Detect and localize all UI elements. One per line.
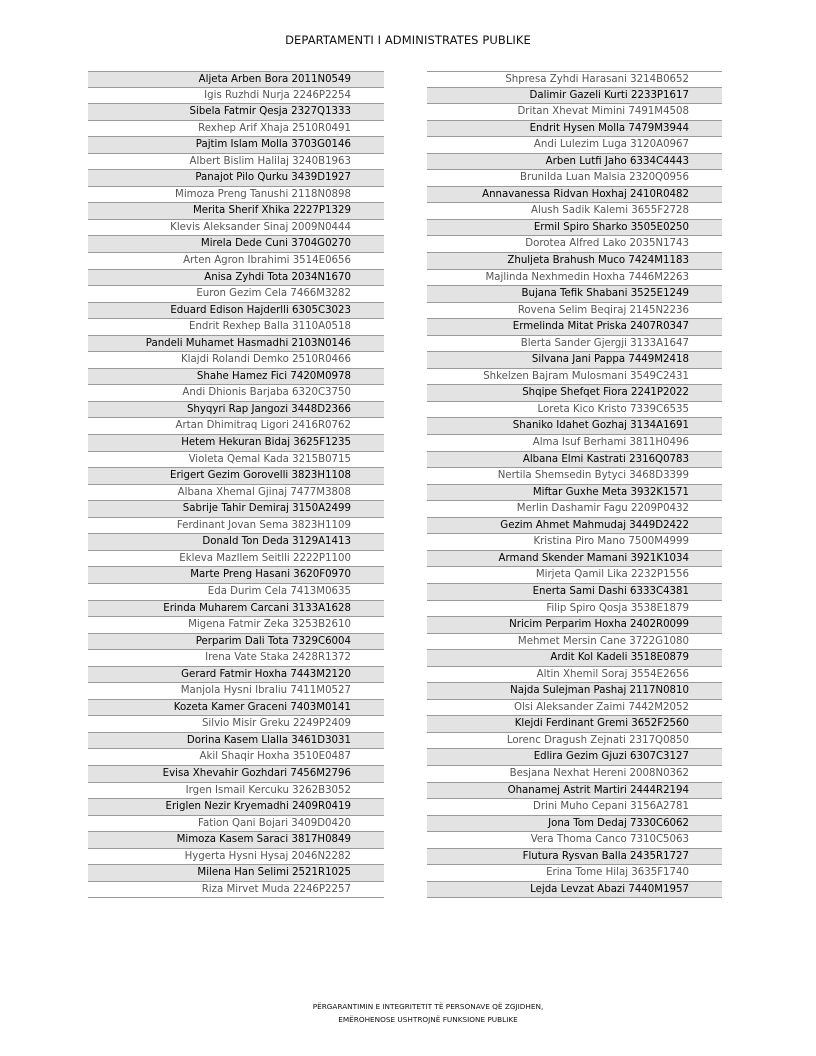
list-item: Erigert Gezim Gorovelli 3823H1108 — [88, 468, 384, 485]
footer-line-2: EMËROHENOSE USHTROJNË FUNKSIONE PUBLIKE — [338, 1015, 518, 1024]
list-item: Sabrije Tahir Demiraj 3150A2499 — [88, 501, 384, 518]
list-item: Shkelzen Bajram Mulosmani 3549C2431 — [427, 369, 722, 386]
list-item: Panajot Pilo Qurku 3439D1927 — [88, 170, 384, 187]
list-item: Manjola Hysni Ibraliu 7411M0527 — [88, 683, 384, 700]
list-item: Mirjeta Qamil Lika 2232P1556 — [427, 567, 722, 584]
list-item: Brunilda Luan Malsia 2320Q0956 — [427, 170, 722, 187]
list-item: Dritan Xhevat Mimini 7491M4508 — [427, 104, 722, 121]
list-item: Erina Tome Hilaj 3635F1740 — [427, 865, 722, 882]
list-item: Ferdinant Jovan Sema 3823H1109 — [88, 518, 384, 535]
list-item: Besjana Nexhat Hereni 2008N0362 — [427, 766, 722, 783]
list-item: Mimoza Kasem Saraci 3817H0849 — [88, 832, 384, 849]
list-item: Rexhep Arif Xhaja 2510R0491 — [88, 121, 384, 138]
list-item: Flutura Rysvan Balla 2435R1727 — [427, 849, 722, 866]
list-item: Altin Xhemil Soraj 3554E2656 — [427, 667, 722, 684]
list-item: Kristina Piro Mano 7500M4999 — [427, 534, 722, 551]
list-item: Albana Xhemal Gjinaj 7477M3808 — [88, 485, 384, 502]
list-item: Migena Fatmir Zeka 3253B2610 — [88, 617, 384, 634]
list-item: Euron Gezim Cela 7466M3282 — [88, 286, 384, 303]
list-item: Andi Lulezim Luga 3120A0967 — [427, 137, 722, 154]
list-item: Drini Muho Cepani 3156A2781 — [427, 799, 722, 816]
page-title: DEPARTAMENTI I ADMINISTRATES PUBLIKE — [285, 33, 531, 47]
list-item: Ohanamej Astrit Martiri 2444R2194 — [427, 783, 722, 800]
list-item: Zhuljeta Brahush Muco 7424M1183 — [427, 253, 722, 270]
list-item: Marte Preng Hasani 3620F0970 — [88, 567, 384, 584]
list-item: Riza Mirvet Muda 2246P2257 — [88, 882, 384, 899]
list-item: Albana Elmi Kastrati 2316Q0783 — [427, 452, 722, 469]
list-item: Blerta Sander Gjergji 3133A1647 — [427, 336, 722, 353]
list-item: Mirela Dede Cuni 3704G0270 — [88, 236, 384, 253]
list-item: Eriglen Nezir Kryemadhi 2409R0419 — [88, 799, 384, 816]
list-item: Donald Ton Deda 3129A1413 — [88, 534, 384, 551]
list-item: Endrit Hysen Molla 7479M3944 — [427, 121, 722, 138]
list-item: Sibela Fatmir Qesja 2327Q1333 — [88, 104, 384, 121]
list-item: Bujana Tefik Shabani 3525E1249 — [427, 286, 722, 303]
list-item: Shaniko Idahet Gozhaj 3134A1691 — [427, 418, 722, 435]
list-item: Filip Spiro Qosja 3538E1879 — [427, 601, 722, 618]
list-item: Artan Dhimitraq Ligori 2416R0762 — [88, 418, 384, 435]
list-item: Klejdi Ferdinant Gremi 3652F2560 — [427, 716, 722, 733]
list-item: Mimoza Preng Tanushi 2118N0898 — [88, 187, 384, 204]
list-item: Dorina Kasem Llalla 3461D3031 — [88, 733, 384, 750]
list-item: Akil Shaqir Hoxha 3510E0487 — [88, 749, 384, 766]
list-item: Alush Sadik Kalemi 3655F2728 — [427, 203, 722, 220]
list-item: Ermelinda Mitat Priska 2407R0347 — [427, 319, 722, 336]
list-item: Rovena Selim Beqiraj 2145N2236 — [427, 303, 722, 320]
list-item: Gerard Fatmir Hoxha 7443M2120 — [88, 667, 384, 684]
list-item: Nricim Perparim Hoxha 2402R0099 — [427, 617, 722, 634]
list-item: Merita Sherif Xhika 2227P1329 — [88, 203, 384, 220]
list-item: Eda Durim Cela 7413M0635 — [88, 584, 384, 601]
list-item: Pandeli Muhamet Hasmadhi 2103N0146 — [88, 336, 384, 353]
list-item: Hygerta Hysni Hysaj 2046N2282 — [88, 849, 384, 866]
list-item: Loreta Kico Kristo 7339C6535 — [427, 402, 722, 419]
list-item: Ardit Kol Kadeli 3518E0879 — [427, 650, 722, 667]
list-item: Olsi Aleksander Zaimi 7442M2052 — [427, 700, 722, 717]
footer — [0, 1000, 816, 1026]
list-item: Shahe Hamez Fici 7420M0978 — [88, 369, 384, 386]
list-item: Armand Skender Mamani 3921K1034 — [427, 551, 722, 568]
list-item: Kozeta Kamer Graceni 7403M0141 — [88, 700, 384, 717]
list-item: Alma Isuf Berhami 3811H0496 — [427, 435, 722, 452]
list-item: Irena Vate Staka 2428R1372 — [88, 650, 384, 667]
list-item: Klevis Aleksander Sinaj 2009N0444 — [88, 220, 384, 237]
list-item: Arten Agron Ibrahimi 3514E0656 — [88, 253, 384, 270]
list-item: Arben Lutfi Jaho 6334C4443 — [427, 154, 722, 171]
list-item: Jona Tom Dedaj 7330C6062 — [427, 816, 722, 833]
list-item: Albert Bislim Halilaj 3240B1963 — [88, 154, 384, 171]
list-item: Vera Thoma Canco 7310C5063 — [427, 832, 722, 849]
list-item: Klajdi Rolandi Demko 2510R0466 — [88, 352, 384, 369]
list-item: Majlinda Nexhmedin Hoxha 7446M2263 — [427, 270, 722, 287]
list-item: Lorenc Dragush Zejnati 2317Q0850 — [427, 733, 722, 750]
list-item: Eduard Edison Hajderlli 6305C3023 — [88, 303, 384, 320]
list-item: Enerta Sami Dashi 6333C4381 — [427, 584, 722, 601]
list-item: Lejda Levzat Abazi 7440M1957 — [427, 882, 722, 899]
footer-line-1: PËRGARANTIMIN E INTEGRITETIT TË PERSONAVE QË ZGJIDHEN, — [312, 1002, 544, 1011]
list-item: Ekleva Mazllem Seitlli 2222P1100 — [88, 551, 384, 568]
list-item: Shqipe Shefqet Fiora 2241P2022 — [427, 385, 722, 402]
list-item: Hetem Hekuran Bidaj 3625F1235 — [88, 435, 384, 452]
list-item: Fation Qani Bojari 3409D0420 — [88, 816, 384, 833]
list-item: Igis Ruzhdi Nurja 2246P2254 — [88, 88, 384, 105]
list-item: Shyqyri Rap Jangozi 3448D2366 — [88, 402, 384, 419]
list-item: Miftar Guxhe Meta 3932K1571 — [427, 485, 722, 502]
list-item: Andi Dhionis Barjaba 6320C3750 — [88, 385, 384, 402]
list-item: Merlin Dashamir Fagu 2209P0432 — [427, 501, 722, 518]
right-name-column — [427, 71, 722, 898]
list-item: Shpresa Zyhdi Harasani 3214B0652 — [427, 71, 722, 88]
list-item: Anisa Zyhdi Tota 2034N1670 — [88, 270, 384, 287]
list-item: Silvana Jani Pappa 7449M2418 — [427, 352, 722, 369]
list-item: Endrit Rexhep Balla 3110A0518 — [88, 319, 384, 336]
list-item: Evisa Xhevahir Gozhdari 7456M2796 — [88, 766, 384, 783]
list-item: Milena Han Selimi 2521R1025 — [88, 865, 384, 882]
list-item: Annavanessa Ridvan Hoxhaj 2410R0482 — [427, 187, 722, 204]
left-name-column — [88, 71, 384, 898]
list-item: Ermil Spiro Sharko 3505E0250 — [427, 220, 722, 237]
list-item: Perparim Dali Tota 7329C6004 — [88, 634, 384, 651]
list-item: Mehmet Mersin Cane 3722G1080 — [427, 634, 722, 651]
list-item: Silvio Misir Greku 2249P2409 — [88, 716, 384, 733]
list-item: Dorotea Alfred Lako 2035N1743 — [427, 236, 722, 253]
list-item: Gezim Ahmet Mahmudaj 3449D2422 — [427, 518, 722, 535]
list-item: Najda Sulejman Pashaj 2117N0810 — [427, 683, 722, 700]
list-item: Aljeta Arben Bora 2011N0549 — [88, 71, 384, 88]
list-item: Edlira Gezim Gjuzi 6307C3127 — [427, 749, 722, 766]
list-item: Irgen Ismail Kercuku 3262B3052 — [88, 783, 384, 800]
list-item: Pajtim Islam Molla 3703G0146 — [88, 137, 384, 154]
list-item: Dalimir Gazeli Kurti 2233P1617 — [427, 88, 722, 105]
list-item: Nertila Shemsedin Bytyci 3468D3399 — [427, 468, 722, 485]
list-item: Erinda Muharem Carcani 3133A1628 — [88, 601, 384, 618]
list-item: Violeta Qemal Kada 3215B0715 — [88, 452, 384, 469]
